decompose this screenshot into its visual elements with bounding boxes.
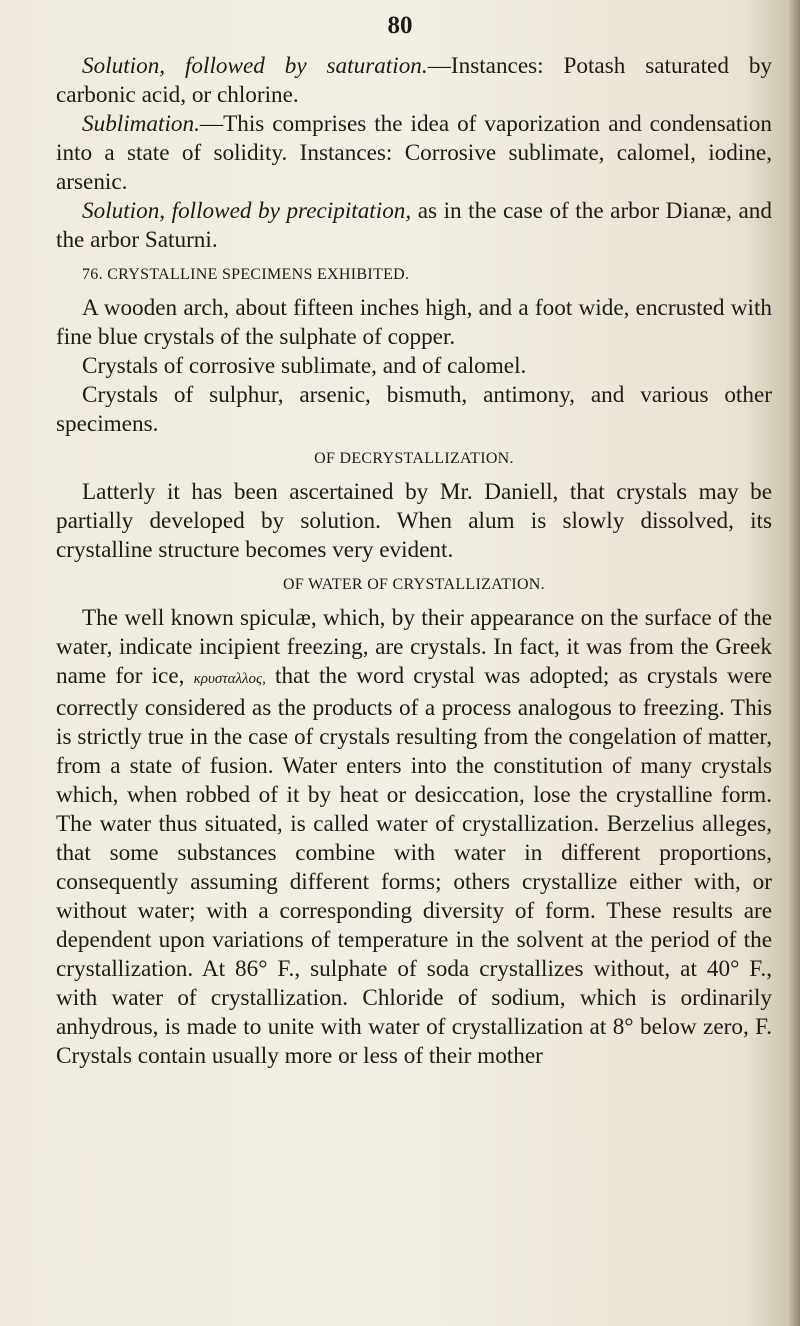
run-in-heading: Solution, followed by precipitation, <box>82 198 412 224</box>
section-heading-water-of-crystallization: OF WATER OF CRYSTALLIZATION. <box>283 576 545 593</box>
paragraph-text: The well known spiculæ, which, by their appearance on the surface of the water, indicate incipient freezing, are crystals. In fact, it was from the Greek name for ice, <box>56 605 772 689</box>
paragraph-water-of-crystallization <box>56 604 772 1071</box>
section-heading-decrystallization: OF DECRYSTALLIZATION. <box>314 450 514 467</box>
paragraph-text: —Instances: Potash saturated by carbonic acid, or chlorine. <box>56 53 773 108</box>
paragraph-solution-saturation <box>56 52 772 110</box>
paragraph-wooden-arch: A wooden arch, about fifteen inches high, and a foot wide, encrusted with fine blue crystals of the sulphate of copper. <box>56 295 772 350</box>
paragraph-text: —This comprises the idea of vaporization and condensation into a state of solidity. Instances: Corrosive sublimate, calomel, iodine, arsenic. <box>56 111 772 195</box>
page-text <box>56 52 772 1071</box>
greek-word: κρυσταλλος, <box>193 671 266 687</box>
paragraph-corrosive-sublimate: Crystals of corrosive sublimate, and of calomel. <box>82 353 527 379</box>
page-number: 80 <box>387 12 413 39</box>
paragraph-text: as in the case of the arbor Dianæ, and the arbor Saturni. <box>56 198 772 253</box>
paragraph-decrystallization: Latterly it has been ascertained by Mr. Daniell, that crystals may be partially developed by solution. When alum is slowly dissolved, its crystalline structure becomes very evident. <box>56 479 772 563</box>
run-in-heading: Sublimation. <box>82 111 200 137</box>
section-heading-crystalline-specimens: 76. CRYSTALLINE SPECIMENS EXHIBITED. <box>82 266 410 283</box>
page-edge <box>786 0 800 1326</box>
paragraph-text: that the word crystal was adopted; as crystals were correctly considered as the products of a process analogous to freezing. This is strictly true in the case of crystals resulting from the congelation of matter, from a state of fusion. Water enters into the constitution of many crystals which, when robbed of it by heat or desiccation, lose the crystalline form. The water thus situated, is called water of crystallization. Berzelius alleges, that some substances combine with water in different proportions, consequently assuming different forms; others crystallize either with, or without water; with a corresponding diversity of form. These results are dependent upon variations of temperature in the solvent at the period of the crystallization. At 86° F., sulphate of soda crystallizes without, at 40° F., with water of crystallization. Chloride of sodium, which is ordinarily anhydrous, is made to unite with water of crystallization at 8° below zero, F. Crystals contain usually more or less of their mother <box>56 663 772 1069</box>
run-in-heading: Solution, followed by saturation. <box>82 53 428 79</box>
paragraph-sublimation <box>56 110 772 197</box>
paragraph-solution-precipitation <box>56 197 772 255</box>
paragraph-sulphur-arsenic: Crystals of sulphur, arsenic, bismuth, antimony, and various other specimens. <box>56 382 772 437</box>
